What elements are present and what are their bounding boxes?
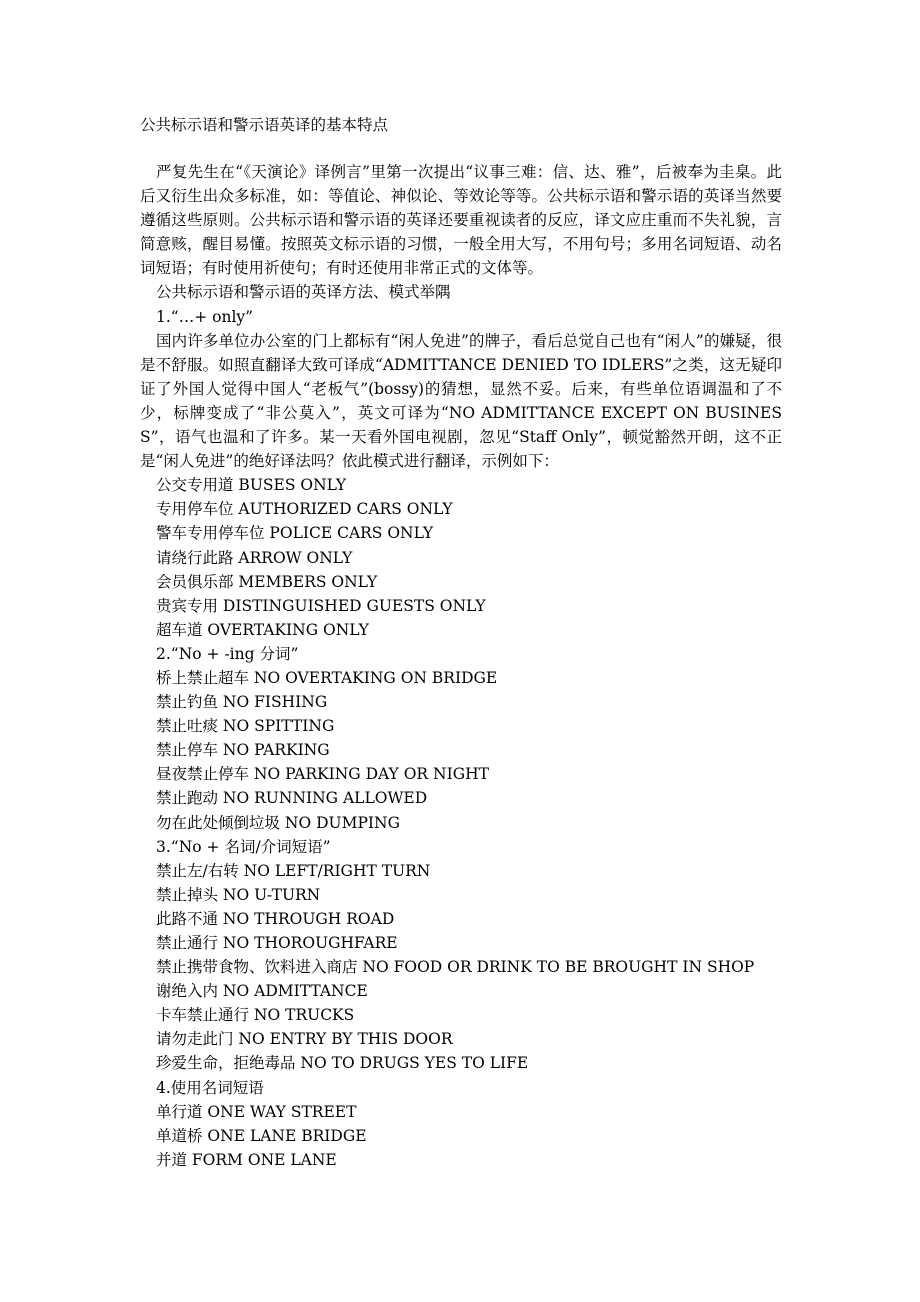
example-item: 禁止携带食物、饮料进入商店 NO FOOD OR DRINK TO BE BROUGHT IN SHOP: [156, 958, 755, 977]
section-heading-no-noun: 3.“No + 名词/介词短语”: [156, 837, 331, 856]
example-list-noun-phrases: [140, 1100, 782, 1172]
example-list-only: [140, 473, 782, 642]
example-item: 请勿走此门 NO ENTRY BY THIS DOOR: [156, 1030, 453, 1049]
example-item: 请绕行此路 ARROW ONLY: [156, 548, 353, 567]
example-item: 禁止通行 NO THOROUGHFARE: [156, 934, 398, 952]
example-item: 超车道 OVERTAKING ONLY: [156, 620, 369, 639]
example-item: 勿在此处倾倒垃圾 NO DUMPING: [156, 813, 400, 832]
example-item: 卡车禁止通行 NO TRUCKS: [156, 1006, 355, 1025]
example-item: 禁止钓鱼 NO FISHING: [156, 693, 328, 712]
example-item: 珍爱生命，拒绝毒品 NO TO DRUGS YES TO LIFE: [156, 1054, 529, 1073]
example-list-no-noun: [140, 859, 782, 1076]
example-item: 昼夜禁止停车 NO PARKING DAY OR NIGHT: [156, 765, 489, 784]
example-item: 单道桥 ONE LANE BRIDGE: [156, 1126, 367, 1145]
example-item: 桥上禁止超车 NO OVERTAKING ON BRIDGE: [156, 668, 498, 687]
section-paragraph-only: 国内许多单位办公室的门上都标有“闲人免进”的牌子，看后总觉自己也有“闲人”的嫌疑，很是不舒服。如照直翻译大致可译成“ADMITTANCE DENIED TO IDLERS”之类，这无疑印证了外国人觉得中国人“老板气”(bossy)的猜想，显然不妥。后来，有些单位语调温和了不少，标牌变成了“非公莫入”，英文可译为“NO ADMITTANCE EXCEPT ON BUSINESS”，语气也温和了许多。某一天看外国电视剧，忽见“Staff Only”，顿觉豁然开朗，这不正是“闲人免进”的绝好译法吗？依此模式进行翻译，示例如下：: [140, 331, 782, 471]
intro-paragraph: 严复先生在“《天演论》译例言”里第一次提出“议事三难：信、达、雅”，后被奉为圭臬。此后又衍生出众多标准，如：等值论、神似论、等效论等等。公共标示语和警示语的英译当然要遵循这些原则。公共标示语和警示语的英译还要重视读者的反应，译文应庄重而不失礼貌，言简意赅，醒目易懂。按照英文标示语的习惯，一般全用大写，不用句号；多用名词短语、动名词短语；有时使用祈使句；有时还使用非常正式的文体等。: [140, 163, 782, 278]
example-item: 禁止掉头 NO U-TURN: [156, 885, 321, 904]
example-item: 并道 FORM ONE LANE: [156, 1150, 337, 1169]
methods-heading: 公共标示语和警示语的英译方法、模式举隅: [156, 283, 451, 302]
example-item: 禁止停车 NO PARKING: [156, 741, 330, 760]
example-item: 禁止跑动 NO RUNNING ALLOWED: [156, 789, 428, 808]
section-heading-noun-phrases: 4.使用名词短语: [156, 1078, 264, 1097]
example-item: 会员俱乐部 MEMBERS ONLY: [156, 572, 378, 591]
section-heading-no-ing: 2.“No + -ing 分词”: [156, 644, 299, 663]
example-item: 单行道 ONE WAY STREET: [156, 1102, 357, 1121]
example-item: 谢绝入内 NO ADMITTANCE: [156, 982, 368, 1001]
example-item: 警车专用停车位 POLICE CARS ONLY: [156, 524, 434, 543]
example-item: 专用停车位 AUTHORIZED CARS ONLY: [156, 500, 453, 519]
example-item: 贵宾专用 DISTINGUISHED GUESTS ONLY: [156, 596, 486, 615]
example-list-no-ing: [140, 666, 782, 835]
document-title: 公共标示语和警示语英译的基本特点: [140, 116, 389, 134]
section-heading-only: 1.“…+ only”: [156, 307, 254, 326]
document-body: [140, 160, 782, 1172]
example-item: 禁止吐痰 NO SPITTING: [156, 717, 335, 736]
example-item: 禁止左/右转 NO LEFT/RIGHT TURN: [156, 861, 431, 880]
example-item: 此路不通 NO THROUGH ROAD: [156, 909, 395, 928]
example-item: 公交专用道 BUSES ONLY: [156, 476, 347, 495]
